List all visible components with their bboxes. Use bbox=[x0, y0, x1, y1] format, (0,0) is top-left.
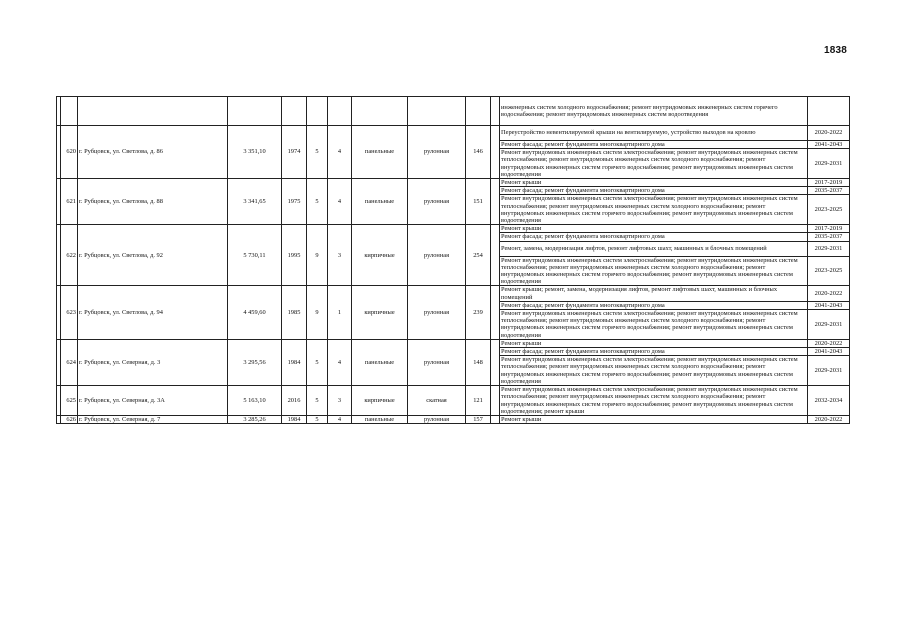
entrances: 1 bbox=[328, 286, 352, 339]
row-number: 622 bbox=[61, 225, 78, 286]
address: г. Рубцовск, ул. Светлова, д. 92 bbox=[78, 225, 228, 286]
work-description: Ремонт, замена, модернизация лифтов, ремонт лифтовых шахт, машинных и блочных помещений bbox=[500, 241, 808, 256]
total-area: 4 459,60 bbox=[228, 286, 282, 339]
wall-material: панельные bbox=[352, 126, 408, 179]
work-description: Ремонт фасада; ремонт фундамента многоквартирного дома bbox=[500, 301, 808, 309]
total-area: 3 351,10 bbox=[228, 126, 282, 179]
floors: 5 bbox=[307, 415, 328, 423]
residents: 254 bbox=[466, 225, 491, 286]
total-area: 5 730,11 bbox=[228, 225, 282, 286]
work-description: Ремонт внутридомовых инженерных систем электроснабжения; ремонт внутридомовых инженерных систем теплоснабжения; ремонт внутридомовых инженерных систем холодного водоснабжения; ремонт внутридомовых инженерных систем горячего водоснабжения; ремонт внутридомовых инженерных систем водоотведения; ремонт крыши bbox=[500, 386, 808, 416]
table-row bbox=[57, 126, 850, 141]
address: г. Рубцовск, ул. Северная, д. 3 bbox=[78, 339, 228, 385]
residents: 146 bbox=[466, 126, 491, 179]
roof-type: рулонная bbox=[408, 339, 466, 385]
row-number: 625 bbox=[61, 386, 78, 416]
no-cell bbox=[61, 97, 78, 126]
page-number: 1838 bbox=[823, 45, 847, 56]
floors: 9 bbox=[307, 286, 328, 339]
residents: 239 bbox=[466, 286, 491, 339]
work-period: 2029-2031 bbox=[808, 310, 850, 340]
work-description: Ремонт крыши; ремонт, замена, модернизация лифтов, ремонт лифтовых шахт, машинных и блочных помещений bbox=[500, 286, 808, 301]
spacer-cell bbox=[491, 97, 500, 126]
work-description: Ремонт внутридомовых инженерных систем электроснабжения; ремонт внутридомовых инженерных систем теплоснабжения; ремонт внутридомовых инженерных систем холодного водоснабжения; ремонт внутридомовых инженерных систем горячего водоснабжения; ремонт внутридомовых инженерных систем водоотведения bbox=[500, 356, 808, 386]
build-year: 2016 bbox=[282, 386, 307, 416]
spacer-cell bbox=[491, 386, 500, 416]
work-period: 2020-2022 bbox=[808, 339, 850, 347]
work-period: 2020-2022 bbox=[808, 415, 850, 423]
roof-cell bbox=[408, 97, 466, 126]
total-area: 5 163,10 bbox=[228, 386, 282, 416]
work-period: 2029-2031 bbox=[808, 356, 850, 386]
floors: 5 bbox=[307, 386, 328, 416]
entrances: 4 bbox=[328, 126, 352, 179]
entrances: 3 bbox=[328, 386, 352, 416]
work-period: 2035-2037 bbox=[808, 233, 850, 241]
work-description: Ремонт внутридомовых инженерных систем электроснабжения; ремонт внутридомовых инженерных систем теплоснабжения; ремонт внутридомовых инженерных систем холодного водоснабжения; ремонт внутридомовых инженерных систем горячего водоснабжения; ремонт внутридомовых инженерных систем водоотведения bbox=[500, 149, 808, 179]
entrances: 4 bbox=[328, 179, 352, 225]
spacer-cell bbox=[491, 225, 500, 286]
wall-material: панельные bbox=[352, 339, 408, 385]
spacer-cell bbox=[491, 415, 500, 423]
spacer-cell bbox=[491, 286, 500, 339]
build-year: 1984 bbox=[282, 339, 307, 385]
work-period: 2041-2043 bbox=[808, 141, 850, 149]
work-description: Ремонт внутридомовых инженерных систем электроснабжения; ремонт внутридомовых инженерных систем теплоснабжения; ремонт внутридомовых инженерных систем холодного водоснабжения; ремонт внутридомовых инженерных систем горячего водоснабжения; ремонт внутридомовых инженерных систем водоотведения bbox=[500, 310, 808, 340]
work-period: 2041-2043 bbox=[808, 348, 850, 356]
row-number: 624 bbox=[61, 339, 78, 385]
continuation-row bbox=[57, 97, 850, 126]
capital-repair-table bbox=[56, 96, 850, 424]
work-description: Ремонт крыши bbox=[500, 179, 808, 187]
roof-type: рулонная bbox=[408, 126, 466, 179]
build-year: 1985 bbox=[282, 286, 307, 339]
work-cell: инженерных систем холодного водоснабжения; ремонт внутридомовых инженерных систем горячего водоснабжения; ремонт внутридомовых инженерных систем водоотведения bbox=[500, 97, 808, 126]
build-year: 1975 bbox=[282, 179, 307, 225]
row-number: 621 bbox=[61, 179, 78, 225]
year-cell bbox=[282, 97, 307, 126]
work-period: 2029-2031 bbox=[808, 241, 850, 256]
wall-material: кирпичные bbox=[352, 286, 408, 339]
work-description: Ремонт фасада; ремонт фундамента многоквартирного дома bbox=[500, 187, 808, 195]
work-period: 2017-2019 bbox=[808, 179, 850, 187]
residents-cell bbox=[466, 97, 491, 126]
roof-type: рулонная bbox=[408, 286, 466, 339]
entrances: 3 bbox=[328, 225, 352, 286]
row-number: 620 bbox=[61, 126, 78, 179]
address: г. Рубцовск, ул. Северная, д. 3А bbox=[78, 386, 228, 416]
table-row bbox=[57, 179, 850, 187]
work-period: 2023-2025 bbox=[808, 256, 850, 286]
table-row bbox=[57, 286, 850, 301]
work-description: Ремонт фасада; ремонт фундамента многоквартирного дома bbox=[500, 141, 808, 149]
roof-type: скатная bbox=[408, 386, 466, 416]
row-number: 626 bbox=[61, 415, 78, 423]
work-description: Ремонт фасада; ремонт фундамента многоквартирного дома bbox=[500, 348, 808, 356]
floors: 5 bbox=[307, 179, 328, 225]
wall-material: кирпичные bbox=[352, 386, 408, 416]
build-year: 1974 bbox=[282, 126, 307, 179]
wall-material: кирпичные bbox=[352, 225, 408, 286]
residents: 148 bbox=[466, 339, 491, 385]
row-number: 623 bbox=[61, 286, 78, 339]
floors: 5 bbox=[307, 126, 328, 179]
total-area: 3 285,26 bbox=[228, 415, 282, 423]
address: г. Рубцовск, ул. Светлова, д. 86 bbox=[78, 126, 228, 179]
address: г. Рубцовск, ул. Северная, д. 7 bbox=[78, 415, 228, 423]
residents: 157 bbox=[466, 415, 491, 423]
work-period: 2020-2022 bbox=[808, 126, 850, 141]
roof-type: рулонная bbox=[408, 225, 466, 286]
work-period: 2029-2031 bbox=[808, 149, 850, 179]
entrances: 4 bbox=[328, 339, 352, 385]
work-period: 2035-2037 bbox=[808, 187, 850, 195]
spacer-cell bbox=[491, 126, 500, 179]
work-description: Ремонт внутридомовых инженерных систем электроснабжения; ремонт внутридомовых инженерных систем теплоснабжения; ремонт внутридомовых инженерных систем холодного водоснабжения; ремонт внутридомовых инженерных систем горячего водоснабжения; ремонт внутридомовых инженерных систем водоотведения bbox=[500, 256, 808, 286]
table-row bbox=[57, 339, 850, 347]
work-description: Ремонт крыши bbox=[500, 415, 808, 423]
residents: 121 bbox=[466, 386, 491, 416]
floors: 5 bbox=[307, 339, 328, 385]
build-year: 1995 bbox=[282, 225, 307, 286]
residents: 151 bbox=[466, 179, 491, 225]
walls-cell bbox=[352, 97, 408, 126]
work-period: 2020-2022 bbox=[808, 286, 850, 301]
address: г. Рубцовск, ул. Светлова, д. 94 bbox=[78, 286, 228, 339]
work-period: 2017-2019 bbox=[808, 225, 850, 233]
work-description: Ремонт крыши bbox=[500, 225, 808, 233]
work-description: Ремонт фасада; ремонт фундамента многоквартирного дома bbox=[500, 233, 808, 241]
roof-type: рулонная bbox=[408, 179, 466, 225]
work-description: Ремонт внутридомовых инженерных систем электроснабжения; ремонт внутридомовых инженерных систем теплоснабжения; ремонт внутридомовых инженерных систем холодного водоснабжения; ремонт внутридомовых инженерных систем горячего водоснабжения; ремонт внутридомовых инженерных систем водоотведения bbox=[500, 195, 808, 225]
table-row bbox=[57, 415, 850, 423]
floors-cell bbox=[307, 97, 328, 126]
address: г. Рубцовск, ул. Светлова, д. 88 bbox=[78, 179, 228, 225]
work-description: Ремонт крыши bbox=[500, 339, 808, 347]
spacer-cell bbox=[491, 339, 500, 385]
spacer-cell bbox=[491, 179, 500, 225]
table-row bbox=[57, 386, 850, 416]
area-cell bbox=[228, 97, 282, 126]
total-area: 3 341,65 bbox=[228, 179, 282, 225]
work-period: 2041-2043 bbox=[808, 301, 850, 309]
table-row bbox=[57, 225, 850, 233]
work-period: 2032-2034 bbox=[808, 386, 850, 416]
entrances-cell bbox=[328, 97, 352, 126]
period-cell bbox=[808, 97, 850, 126]
work-period: 2023-2025 bbox=[808, 195, 850, 225]
floors: 9 bbox=[307, 225, 328, 286]
wall-material: панельные bbox=[352, 179, 408, 225]
total-area: 3 295,56 bbox=[228, 339, 282, 385]
roof-type: рулонная bbox=[408, 415, 466, 423]
work-description: Переустройство невентилируемой крыши на вентилируемую, устройство выходов на кровлю bbox=[500, 126, 808, 141]
wall-material: панельные bbox=[352, 415, 408, 423]
build-year: 1984 bbox=[282, 415, 307, 423]
entrances: 4 bbox=[328, 415, 352, 423]
address-cell bbox=[78, 97, 228, 126]
